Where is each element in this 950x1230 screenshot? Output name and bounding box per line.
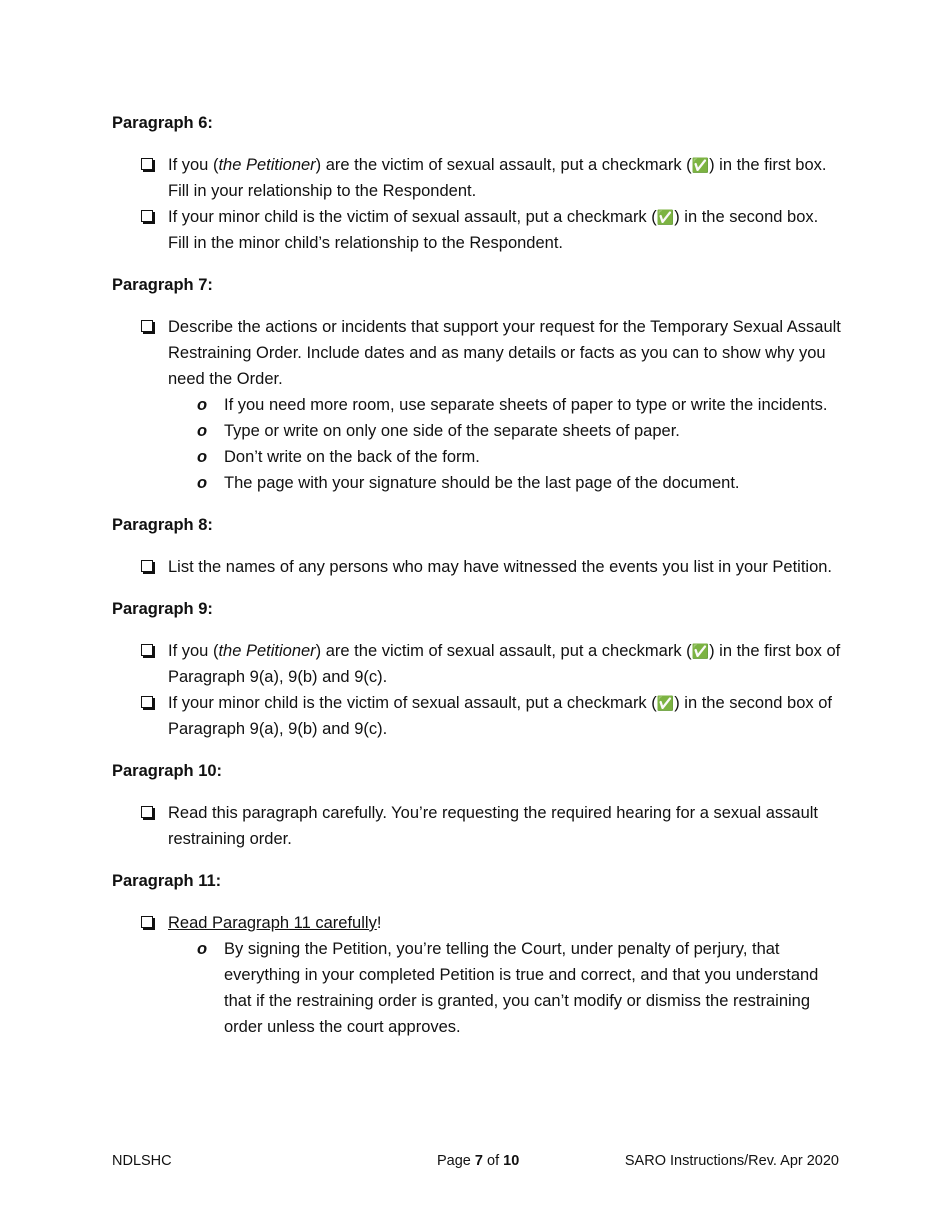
section-heading: Paragraph 10: <box>112 762 223 780</box>
bullet-icon: o <box>197 396 208 414</box>
section-paragraph-9 <box>112 596 842 742</box>
sub-list-item: o Don’t write on the back of the form. <box>168 444 842 470</box>
section-heading: Paragraph 6: <box>112 114 213 132</box>
section-heading: Paragraph 9: <box>112 600 213 618</box>
checkbox-icon <box>141 210 153 222</box>
checklist <box>112 800 842 852</box>
bullet-icon: o <box>197 422 208 440</box>
checklist-item: Describe the actions or incidents that support your request for the Temporary Sexual Assault Restraining Order. Include dates and as many details or facts as you can to show why you need the Order. o If you need more room, use separate sheets of paper to type or write the incidents. o Type or write on only one side of the separate sheets of paper. o Don’t write on the back of the form. o The page with your signature should be the last page of the document. <box>112 314 842 496</box>
checkbox-icon <box>141 320 153 332</box>
page-footer <box>112 1153 839 1175</box>
checkbox-icon <box>141 644 153 656</box>
section-heading: Paragraph 11: <box>112 872 222 890</box>
checklist <box>112 152 842 256</box>
checkbox-icon <box>141 696 153 708</box>
sub-list <box>168 936 842 1040</box>
section-paragraph-8 <box>112 512 842 580</box>
section-heading: Paragraph 8: <box>112 516 213 534</box>
checklist <box>112 910 842 1040</box>
sub-list-item: o If you need more room, use separate sheets of paper to type or write the incidents. <box>168 392 842 418</box>
bullet-icon: o <box>197 448 208 466</box>
checkmark-icon: ✅ <box>691 157 710 173</box>
bullet-icon: o <box>197 940 208 958</box>
checklist-item: List the names of any persons who may have witnessed the events you list in your Petition. <box>112 554 842 580</box>
checkbox-icon <box>141 916 153 928</box>
document-content <box>112 110 842 1056</box>
sub-list-item: o The page with your signature should be the last page of the document. <box>168 470 842 496</box>
checkmark-icon: ✅ <box>691 643 710 659</box>
footer-left: NDLSHC <box>112 1153 172 1169</box>
checkmark-icon: ✅ <box>656 209 675 225</box>
checklist-item: If your minor child is the victim of sexual assault, put a checkmark (✅) in the second box. Fill in the minor child’s relationship to the Respondent. <box>112 204 842 256</box>
sub-list <box>168 392 842 496</box>
underlined-text: Read Paragraph 11 carefully <box>168 914 377 932</box>
checkmark-icon: ✅ <box>656 695 675 711</box>
sub-list-item: o Type or write on only one side of the separate sheets of paper. <box>168 418 842 444</box>
section-paragraph-10 <box>112 758 842 852</box>
footer-right: SARO Instructions/Rev. Apr 2020 <box>624 1153 839 1169</box>
checklist <box>112 638 842 742</box>
section-heading: Paragraph 7: <box>112 276 213 294</box>
checkbox-icon <box>141 158 153 170</box>
checklist <box>112 314 842 496</box>
checklist-item: Read this paragraph carefully. You’re requesting the required hearing for a sexual assault restraining order. <box>112 800 842 852</box>
checkbox-icon <box>141 806 153 818</box>
section-paragraph-11 <box>112 868 842 1040</box>
page-number: Page 7 of 10 <box>437 1153 520 1169</box>
section-paragraph-6 <box>112 110 842 256</box>
checklist-item: If you (the Petitioner) are the victim of sexual assault, put a checkmark (✅) in the first box of Paragraph 9(a), 9(b) and 9(c). <box>112 638 842 690</box>
checklist-item: If your minor child is the victim of sexual assault, put a checkmark (✅) in the second box of Paragraph 9(a), 9(b) and 9(c). <box>112 690 842 742</box>
checklist <box>112 554 842 580</box>
sub-list-item: o By signing the Petition, you’re telling the Court, under penalty of perjury, that everything in your completed Petition is true and correct, and that you understand that if the restraining order is granted, you can’t modify or dismiss the restraining order unless the court approves. <box>168 936 842 1040</box>
section-paragraph-7 <box>112 272 842 496</box>
bullet-icon: o <box>197 474 208 492</box>
checkbox-icon <box>141 560 153 572</box>
checklist-item: Read Paragraph 11 carefully! o By signing the Petition, you’re telling the Court, under penalty of perjury, that everything in your completed Petition is true and correct, and that you understand that if the restraining order is granted, you can’t modify or dismiss the restraining order unless the court approves. <box>112 910 842 1040</box>
checklist-item: If you (the Petitioner) are the victim of sexual assault, put a checkmark (✅) in the first box. Fill in your relationship to the Respondent. <box>112 152 842 204</box>
